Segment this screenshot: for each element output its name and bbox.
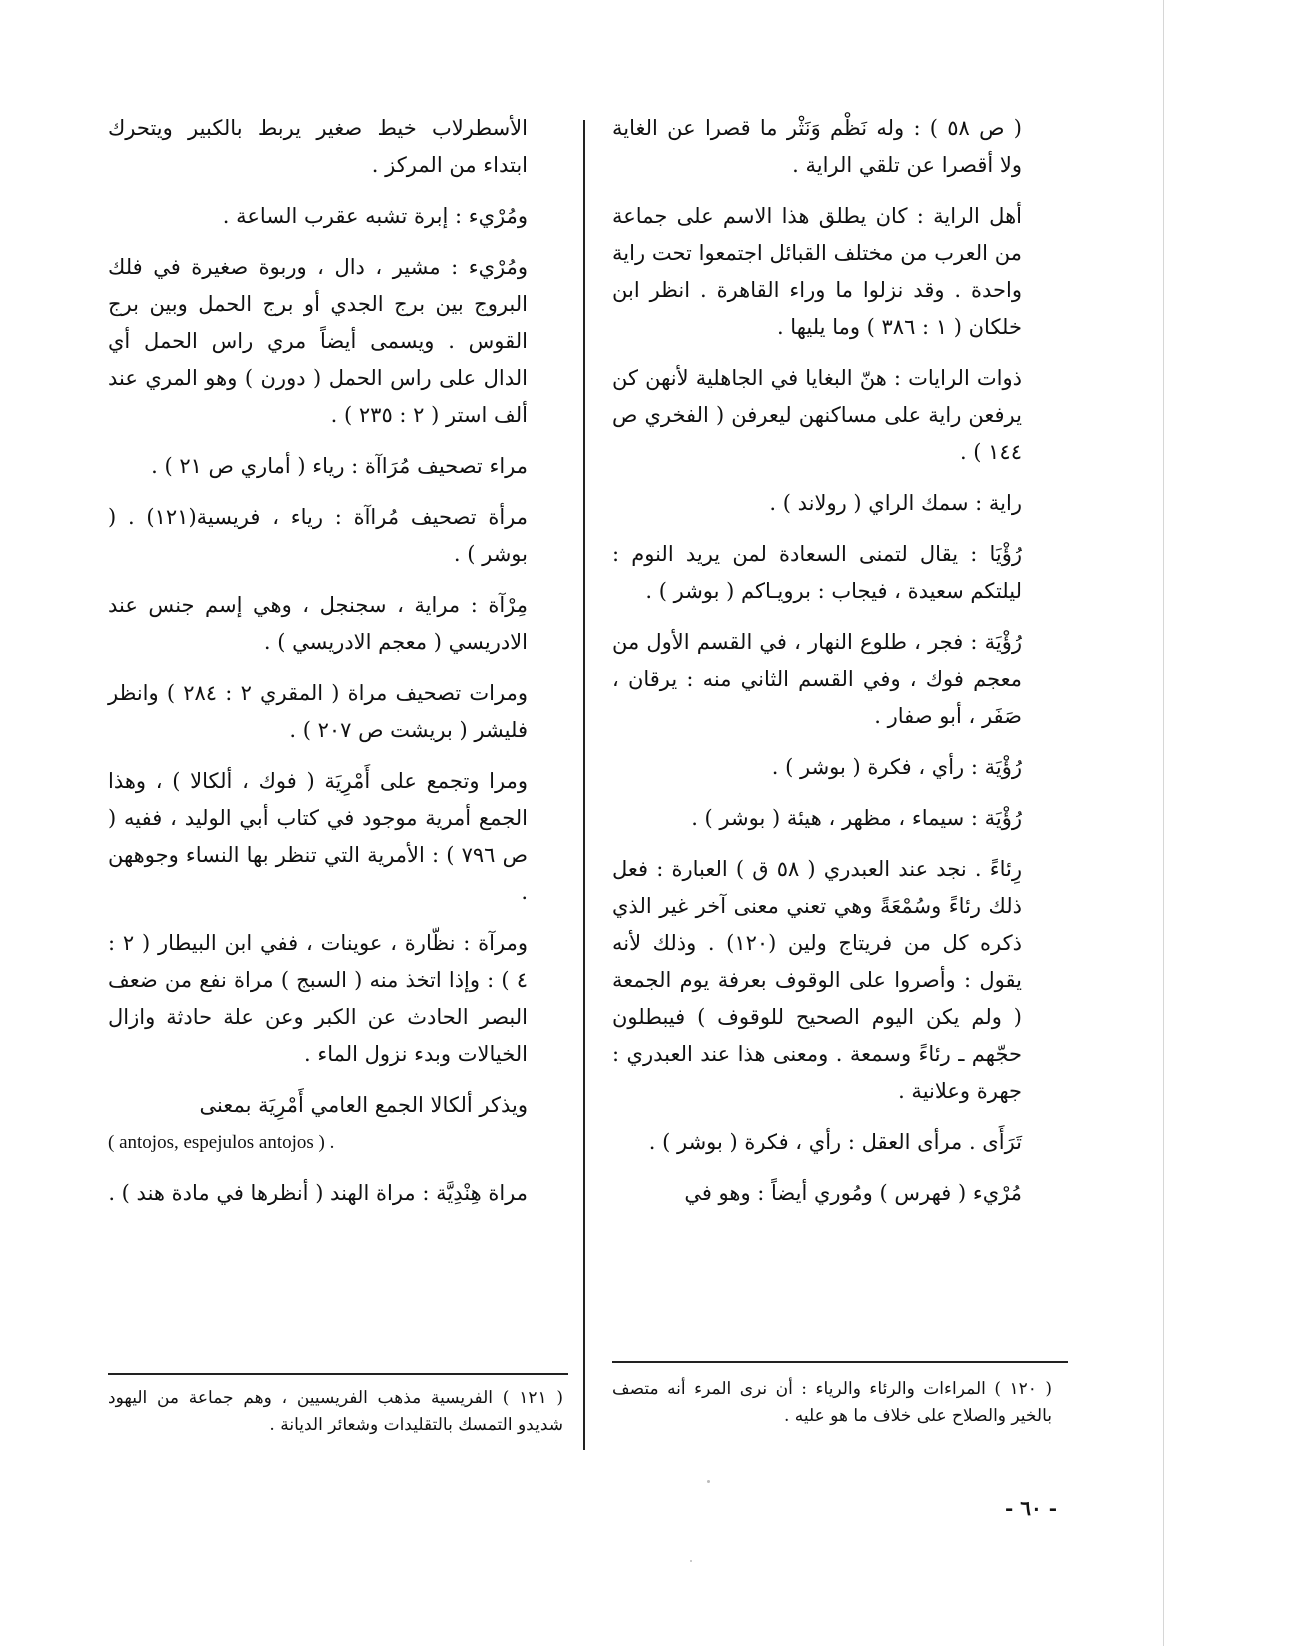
column-divider (583, 120, 585, 1450)
latin-gloss: ( antojos, espejulos antojos ) . (108, 1132, 335, 1153)
footnote-121: ( ١٢١ ) الفريسية مذهب الفريسيين ، وهم جماعة من اليهود شديدو التمسك بالتقليدات وشعائر الديانة . (108, 1388, 563, 1435)
footnote-rule-right (612, 1361, 1068, 1363)
entry-paragraph: ويذكر ألكالا الجمع العامي أَمْرِيَة بمعنى (199, 1093, 528, 1117)
entry-paragraph: مراء تصحيف مُرَاآة : رياء ( أماري ص ٢١ ) . (151, 454, 528, 478)
entry-paragraph: ومُرْيء : مشير ، دال ، وربوة صغيرة في فلك البروج بين برج الجدي أو برج الحمل وبين برج القوس . ويسمى أيضاً مري راس الحمل أي الدال على راس الحمل ( دورن ) وهو المري عند ألف استر ( ٢ : ٢٣٥ ) . (108, 255, 528, 427)
scan-speck (707, 1480, 710, 1483)
entry-paragraph: مِرْآة : مراية ، سجنجل ، وهي إسم جنس عند الادريسي ( معجم الادريسي ) . (108, 593, 528, 654)
entry-paragraph: رُؤْيَا : يقال لتمنى السعادة لمن يريد النوم : ليلتكم سعيدة ، فيجاب : برويـاكم ( بوشر ) . (612, 542, 1022, 603)
entry-paragraph: أهل الراية : كان يطلق هذا الاسم على جماعة من العرب من مختلف القبائل اجتمعوا تحت راية واحدة . وقد نزلوا ما وراء القاهرة . انظر ابن خلكان ( ١ : ٣٨٦ ) وما يليها . (612, 204, 1022, 339)
entry-paragraph: رُؤْيَة : سيماء ، مظهر ، هيئة ( بوشر ) . (691, 806, 1022, 830)
entry-paragraph: ومرا وتجمع على أَمْرِيَة ( فوك ، ألكالا ) ، وهذا الجمع أمرية موجود في كتاب أبي الوليد ، ففيه ( ص ٧٩٦ ) : الأمرية التي تنظر بها النساء وجوههن . (108, 769, 528, 904)
entry-paragraph: مراة هِنْدِيَّة : مراة الهند ( أنظرها في مادة هند ) . (108, 1181, 528, 1205)
entry-paragraph: الأسطرلاب خيط صغير يربط بالكبير ويتحرك ابتداء من المركز . (108, 116, 528, 177)
entry-paragraph: ( ص ٥٨ ) : وله نَظْم وَنَثْر ما قصرا عن الغاية ولا أقصرا عن تلقي الراية . (612, 116, 1022, 177)
right-column (612, 110, 1022, 1226)
entry-paragraph: ومرآة : نظّارة ، عوينات ، ففي ابن البيطار ( ٢ : ٤ ) : وإذا اتخذ منه ( السبج ) مراة نفع من ضعف البصر الحادث عن الكبر وعن علة حادثة وازال الخيالات وبدء نزول الماء . (108, 931, 528, 1066)
scan-edge-line (1163, 0, 1164, 1646)
entry-paragraph: رُؤْيَة : فجر ، طلوع النهار ، في القسم الأول من معجم فوك ، وفي القسم الثاني منه : يرقان ، صَفَر ، أبو صفار . (612, 630, 1022, 728)
entry-paragraph: راية : سمك الراي ( رولاند ) . (769, 491, 1022, 515)
footnote-120: ( ١٢٠ ) المراءات والرئاء والرياء : أن نرى المرء أنه متصف بالخير والصلاح على خلاف ما هو عليه . (612, 1379, 1052, 1426)
left-column (108, 110, 528, 1226)
entry-paragraph: مرأة تصحيف مُراآة : رياء ، فريسية(١٢١) . ( بوشر ) . (108, 505, 528, 566)
entry-paragraph: مُرْيء ( فهرس ) ومُوري أيضاً : وهو في (684, 1181, 1022, 1205)
entry-paragraph: تَرَأَى . مرأى العقل : رأي ، فكرة ( بوشر ) . (648, 1130, 1022, 1154)
entry-paragraph: رِئاءً . نجد عند العبدري ( ٥٨ ق ) العبارة : فعل ذلك رئاءً وسُمْعَةً وهي تعني معنى آخر غير الذي ذكره كل من فريتاج ولين (١٢٠) . وذلك لأنه يقول : وأصروا على الوقوف بعرفة يوم الجمعة ( ولم يكن اليوم الصحيح للوقوف ) فيبطلون حجّهم ـ رئاءً وسمعة . ومعنى هذا عند العبدري : جهرة وعلانية . (612, 857, 1022, 1103)
scan-speck (690, 1560, 692, 1562)
entry-paragraph: ومرات تصحيف مراة ( المقري ٢ : ٢٨٤ ) وانظر فليشر ( بريشت ص ٢٠٧ ) . (108, 681, 528, 742)
page-number: - ٦٠ - (1005, 1496, 1058, 1520)
entry-paragraph: ومُرْيء : إبرة تشبه عقرب الساعة . (222, 204, 528, 228)
footnote-rule-left (108, 1373, 568, 1375)
entry-paragraph: ذوات الرايات : هنّ البغايا في الجاهلية لأنهن كن يرفعن راية على مساكنهن ليعرفن ( الفخري ص ١٤٤ ) . (612, 366, 1022, 464)
entry-paragraph: رُؤْيَة : رأي ، فكرة ( بوشر ) . (771, 755, 1022, 779)
